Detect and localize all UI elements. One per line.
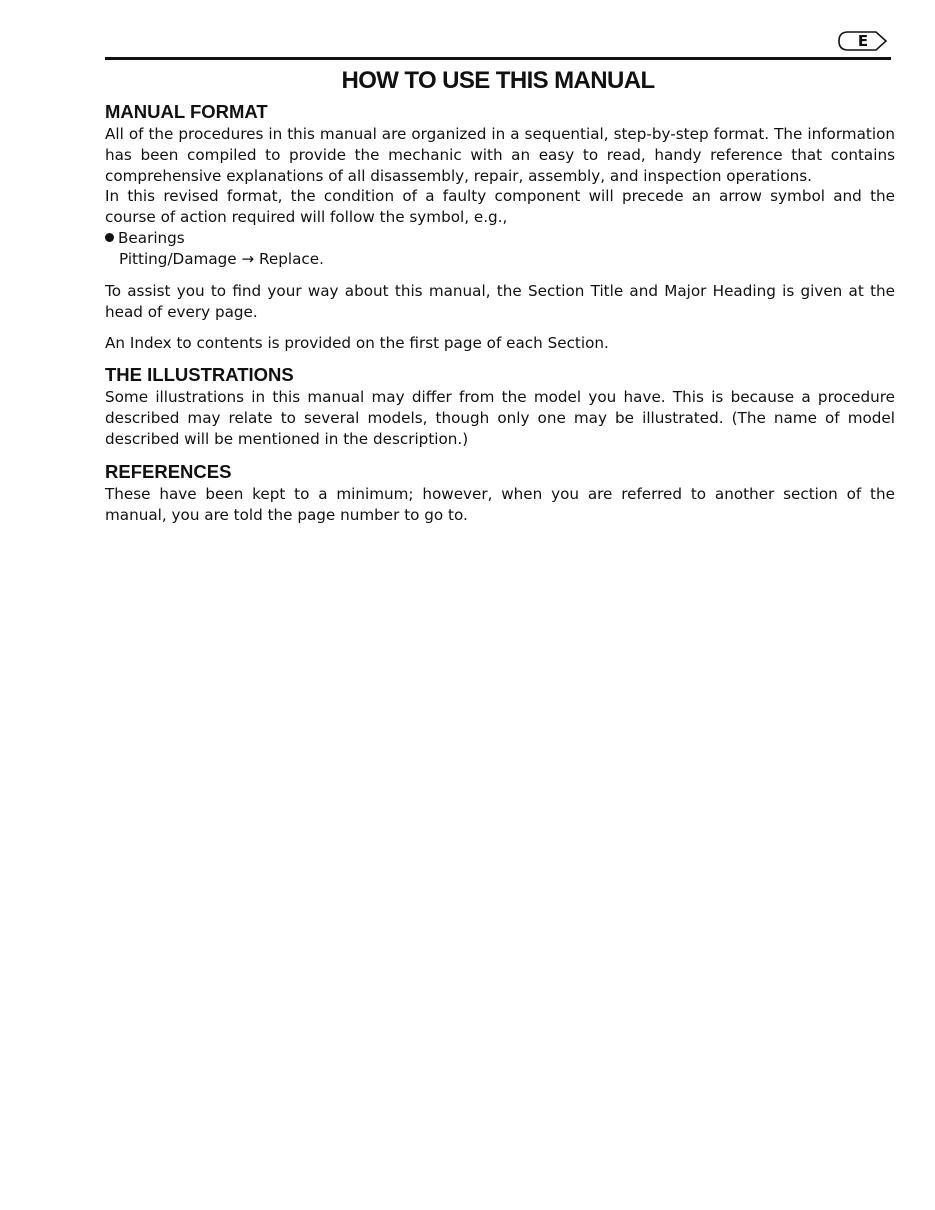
example-line [105, 249, 895, 270]
header-rule [105, 57, 891, 60]
section-heading-illustrations: THE ILLUSTRATIONS [105, 364, 294, 386]
bullet-dot-icon [105, 233, 114, 242]
page-title: HOW TO USE THIS MANUAL [341, 67, 655, 94]
section-heading-manual-format: MANUAL FORMAT [105, 101, 268, 122]
section-heading-references: REFERENCES [105, 460, 232, 482]
bullet-item [105, 228, 895, 249]
bullet-item-label: Bearings [118, 228, 185, 247]
references-paragraph: These have been kept to a minimum; however, when you are referred to another section of the manual, you are told the page number to go to. [105, 484, 895, 524]
language-badge [838, 31, 888, 51]
manual-format-paragraph-2: In this revised format, the condition of a faulty component will precede an arrow symbol and the course of action required will follow the symbol, e.g., [105, 187, 895, 227]
example-action: Replace. [259, 249, 324, 268]
illustrations-paragraph: Some illustrations in this manual may differ from the model you have. This is because a procedure described may relate to several models, though only one may be illustrated. (The name of model described will be mentioned in the description.) [105, 388, 895, 448]
language-badge-letter: E [857, 32, 869, 50]
manual-format-paragraph-3: To assist you to find your way about this manual, the Section Title and Major Heading is given at the head of every page. [105, 281, 895, 321]
manual-format-paragraph-1: All of the procedures in this manual are organized in a sequential, step-by-step format. The information has been compiled to provide the mechanic with an easy to read, handy reference that contains comprehensive explanations of all disassembly, repair, assembly, and inspection operations. [105, 125, 895, 185]
manual-format-paragraph-4: An Index to contents is provided on the first page of each Section. [105, 333, 609, 352]
arrow-right-icon: → [241, 249, 255, 268]
page-content [105, 100, 895, 525]
example-condition: Pitting/Damage [119, 249, 237, 268]
